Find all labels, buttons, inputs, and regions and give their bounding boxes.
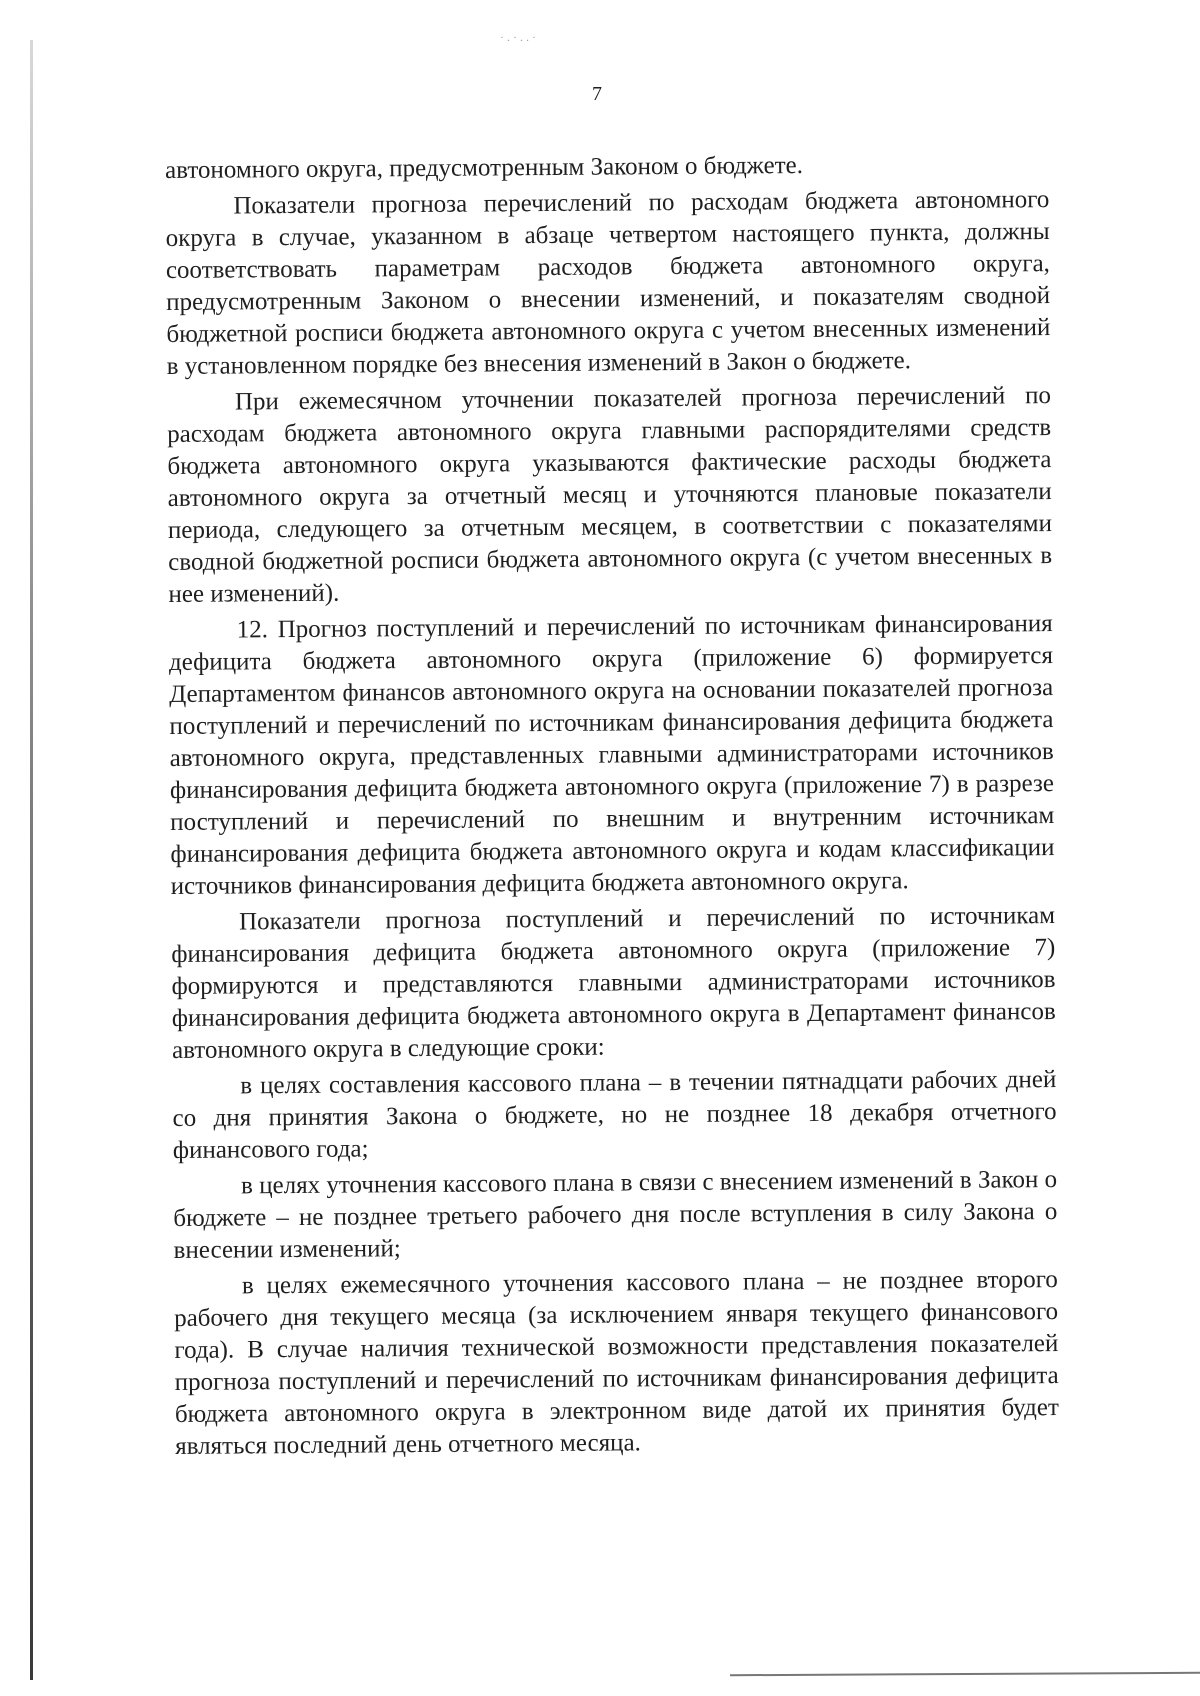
paragraph-forecast-expenses: Показатели прогноза перечислений по расходам бюджета автономного округа в случае, указанном в абзаце четвертом настоящего пункта, должны соответствовать параметрам расходов бюджета автономного округа, предусмотренным Законом о внесении изменений, и показателям сводной бюджетной росписи бюджета автономного округа с учетом внесенных изменений в установленном порядке без внесения изменений в Закон о бюджете.	[165, 186, 1051, 380]
page-number: 7	[592, 83, 602, 105]
paragraph-deadline-plan: в целях составления кассового плана – в течении пятнадцати рабочих дней со дня принятия Закона о бюджете, но не позднее 18 декабря отчетного финансового года;	[172, 1066, 1057, 1164]
scan-edge-left	[30, 40, 33, 1680]
paragraph-item-12: 12. Прогноз поступлений и перечислений по источникам финансирования дефицита бюджета автономного округа (приложение 6) формируется Департаментом финансов автономного округа на основании показателей прогноза поступлений и перечислений по источникам финансирования дефицита бюджета автономного округа, представленных главными администраторами источников финансирования дефицита бюджета автономного округа (приложение 7) в разрезе поступлений и перечислений по внешним и внутренним источникам финансирования дефицита бюджета автономного округа и кодам классификации источников финансирования дефицита бюджета автономного округа.	[168, 610, 1055, 900]
scan-speck-mark: ·.·..·	[500, 30, 539, 44]
document-body	[165, 148, 1059, 1467]
paragraph-continuation: автономного округа, предусмотренным Законом о бюджете.	[165, 151, 804, 184]
paragraph-deadline-amendments: в целях уточнения кассового плана в связи с внесением изменений в Закон о бюджете – не позднее третьего рабочего дня после вступления в силу Закона о внесении изменений;	[173, 1166, 1058, 1264]
paragraph-deadline-monthly: в целях ежемесячного уточнения кассового плана – не позднее второго рабочего дня текущего месяца (за исключением января текущего финансового года). В случае наличия технической возможности представления показателей прогноза поступлений и перечислений по источникам финансирования дефицита бюджета автономного округа в электронном виде датой их принятия будет являться последний день отчетного месяца.	[174, 1266, 1059, 1460]
paragraph-monthly-adjustment: При ежемесячном уточнении показателей прогноза перечислений по расходам бюджета автономного округа главными распорядителями средств бюджета автономного округа указываются фактические расходы бюджета автономного округа за отчетный месяц и уточняются плановые показатели периода, следующего за отчетным месяцем, в соответствии с показателями сводной бюджетной росписи бюджета автономного округа (с учетом внесенных в нее изменений).	[167, 382, 1053, 608]
paragraph-deadlines-intro: Показатели прогноза поступлений и перечислений по источникам финансирования дефицита бюджета автономного округа (приложение 7) формируются и представляются главными администраторами источников финансирования дефицита бюджета автономного округа в Департамент финансов автономного округа в следующие сроки:	[171, 902, 1056, 1064]
scan-edge-bottom	[730, 1672, 1200, 1676]
